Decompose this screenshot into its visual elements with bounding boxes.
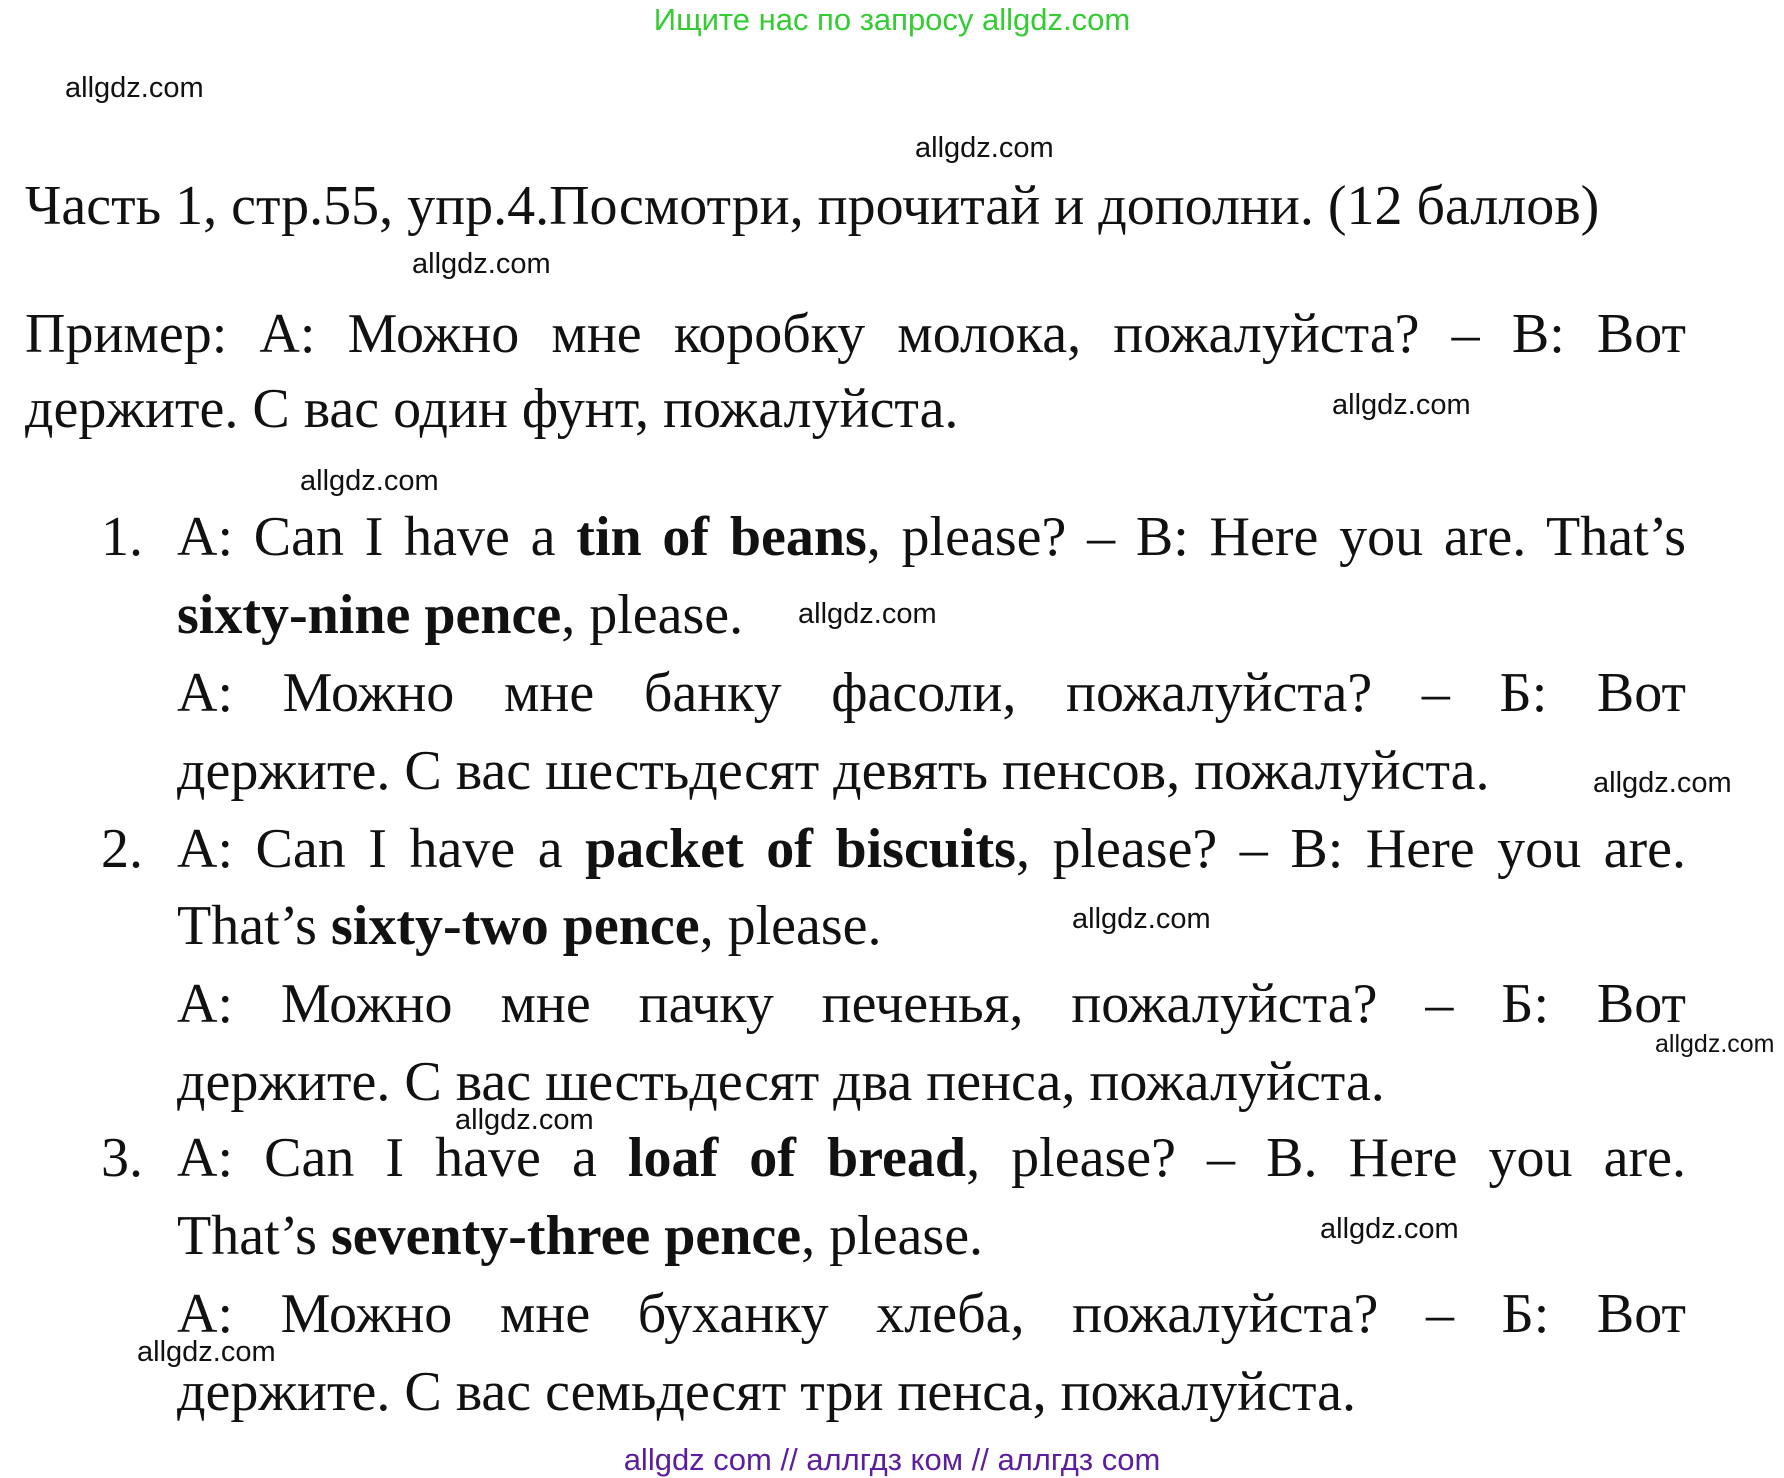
text-segment: А: Можно мне пачку печенья, пожалуйста? – Б: Вот [177,973,1686,1035]
text-line [177,973,1686,1035]
watermark: allgdz.com [798,598,937,630]
watermark: allgdz.com [915,132,1054,164]
watermark: allgdz.com [1072,903,1211,935]
text-segment: A: Can I have a [177,506,577,568]
bold-answer: sixty-nine pence [177,584,562,646]
text-segment: Пример: A: Можно мне коробку молока, пожалуйста? – B: Вот [25,303,1686,365]
text-line [177,740,1686,802]
text-line [177,1205,1686,1267]
text-segment: держите. С вас семьдесят три пенса, пожалуйста. [177,1361,1357,1423]
watermark: allgdz.com [1332,389,1471,421]
text-line [25,303,1686,365]
text-line [177,818,1687,880]
text-segment: That’s [177,895,331,957]
watermark: allgdz.com [137,1336,276,1368]
text-segment: A: Can I have a [177,818,586,880]
watermark: allgdz.com [1593,767,1732,799]
text-segment: , please? – B. Here you are. [966,1127,1687,1189]
text-segment: A: Can I have a [177,1127,628,1189]
item-number: 3. [101,1127,143,1189]
item-number: 2. [101,818,143,880]
text-segment: That’s [177,1205,331,1267]
bold-answer: sixty-two pence [330,895,700,957]
watermark: allgdz.com [1655,1030,1775,1058]
watermark: allgdz.com [300,465,439,497]
bold-answer: seventy-three pence [330,1205,802,1267]
text-segment: , please. [561,584,744,646]
bold-answer: packet of biscuits [585,818,1016,880]
text-line [177,1127,1687,1189]
text-line [177,1361,1686,1423]
bold-answer: loaf of bread [627,1127,967,1189]
text-segment: , please. [801,1205,984,1267]
text-segment: , please. [699,895,882,957]
footer-watermark: allgdz com // аллгдз ком // аллгдз com [623,1442,1161,1477]
text-line [177,1283,1686,1345]
text-segment: держите. С вас шестьдесят девять пенсов, пожалуйста. [177,740,1490,802]
text-segment: , please? – B: Here you are. That’s [866,506,1686,568]
text-line [177,506,1686,568]
text-segment: держите. С вас один фунт, пожалуйста. [25,378,959,440]
watermark: allgdz.com [455,1104,594,1136]
watermark: allgdz.com [65,72,204,104]
text-line [177,662,1686,724]
text-segment: держите. С вас шестьдесят два пенса, пожалуйста. [177,1051,1385,1113]
exercise-title: Часть 1, стр.55, упр.4.Посмотри, прочитай и дополни. (12 баллов) [25,175,1600,237]
item-number: 1. [101,506,143,568]
text-segment: , please? – B: Here you are. [1015,818,1687,880]
search-hint-header: Ищите нас по запросу allgdz.com [653,2,1131,37]
watermark: allgdz.com [412,248,551,280]
text-line [177,895,1686,957]
bold-answer: tin of beans [576,506,867,568]
text-segment: А: Можно мне буханку хлеба, пожалуйста? – Б: Вот [177,1283,1686,1345]
text-segment: А: Можно мне банку фасоли, пожалуйста? – Б: Вот [177,662,1686,724]
text-line [177,1051,1686,1113]
watermark: allgdz.com [1320,1213,1459,1245]
